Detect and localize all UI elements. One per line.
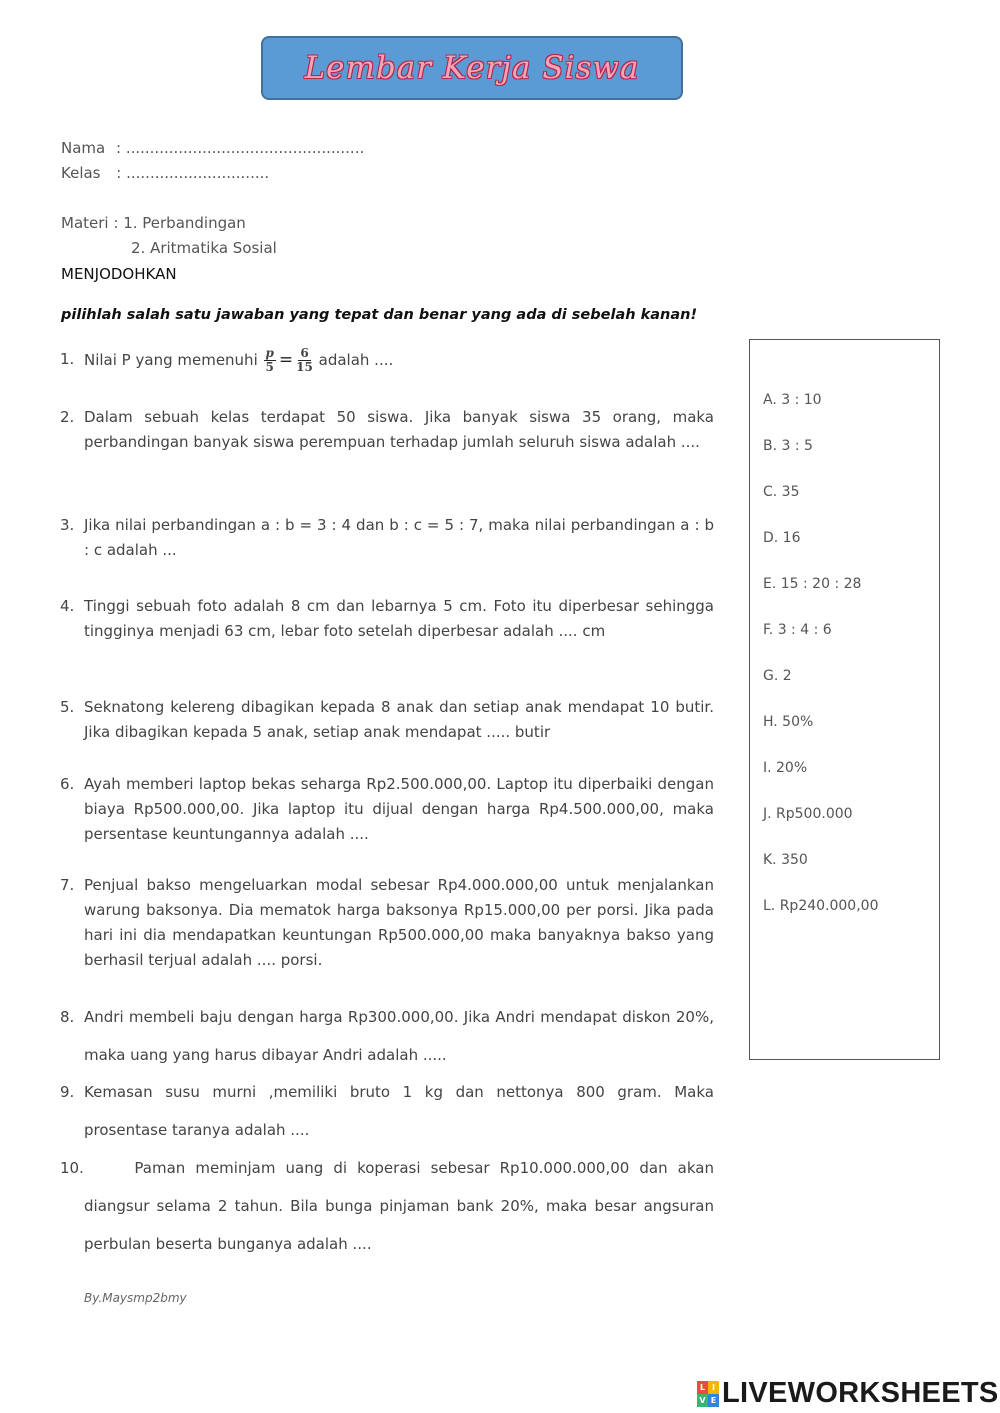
question-2 <box>60 405 714 455</box>
question-text: Ayah memberi laptop bekas seharga Rp2.500.000,00. Laptop itu diperbaiki dengan biaya Rp500.000,00. Jika laptop itu dijual dengan harga Rp4.500.000,00, maka persentase keuntungannya adalah .... <box>84 775 714 843</box>
answer-option-e: E. 15 : 20 : 28 <box>763 576 862 592</box>
answer-option-g: G. 2 <box>763 668 792 684</box>
question-number: 10. <box>60 1159 84 1177</box>
question-text: Jika nilai perbandingan a : b = 3 : 4 dan b : c = 5 : 7, maka nilai perbandingan a : b : c adalah ... <box>84 516 714 559</box>
question-text: Kemasan susu murni ,memiliki bruto 1 kg dan nettonya 800 gram. Maka prosentase taranya adalah .... <box>84 1083 714 1139</box>
question-1 <box>60 347 714 374</box>
answer-option-a: A. 3 : 10 <box>763 392 822 408</box>
nama-value: : .................................................. <box>116 139 365 157</box>
question-text: Dalam sebuah kelas terdapat 50 siswa. Jika banyak siswa 35 orang, maka perbandingan banyak siswa perempuan terhadap jumlah seluruh siswa adalah .... <box>84 408 714 451</box>
kelas-label: Kelas <box>61 164 101 182</box>
question-9 <box>60 1073 714 1149</box>
question-7 <box>60 873 714 973</box>
logo-letter: E <box>708 1394 719 1407</box>
question-text: Tinggi sebuah foto adalah 8 cm dan lebarnya 5 cm. Foto itu diperbesar sehingga tingginya menjadi 63 cm, lebar foto setelah diperbesar adalah .... cm <box>84 597 714 640</box>
question-number: 3. <box>60 516 75 534</box>
answer-option-c: C. 35 <box>763 484 800 500</box>
equals-sign: = <box>278 350 294 370</box>
section-heading: MENJODOHKAN <box>61 265 177 283</box>
question-4 <box>60 594 714 644</box>
fraction-p-over-5: $\frac{p}{5}$ <box>265 346 274 374</box>
question-number: 1. <box>60 350 75 368</box>
question-8 <box>60 998 714 1074</box>
answer-option-l: L. Rp240.000,00 <box>763 898 879 914</box>
answer-option-i: I. 20% <box>763 760 808 776</box>
question-text-end: adalah .... <box>318 351 394 369</box>
answer-option-h: H. 50% <box>763 714 814 730</box>
logo-letter: L <box>697 1381 708 1394</box>
question-number: 6. <box>60 775 75 793</box>
instruction: pilihlah salah satu jawaban yang tepat dan benar yang ada di sebelah kanan! <box>61 307 698 323</box>
answer-option-j: J. Rp500.000 <box>763 806 853 822</box>
question-10 <box>60 1149 719 1263</box>
question-number: 7. <box>60 876 75 894</box>
question-number: 2. <box>60 408 75 426</box>
kelas-line <box>61 163 269 183</box>
title-banner <box>261 36 683 100</box>
nama-line <box>61 138 364 158</box>
question-text: Seknatong kelereng dibagikan kepada 8 anak dan setiap anak mendapat 10 butir. Jika dibagikan kepada 5 anak, setiap anak mendapat ..... butir <box>84 698 714 741</box>
author-credit: By.Maysmp2bmy <box>84 1291 187 1305</box>
logo-letter: V <box>697 1394 708 1407</box>
materi-line <box>61 213 246 233</box>
page-title: Lembar Kerja Siswa <box>304 50 640 86</box>
question-number: 4. <box>60 597 75 615</box>
materi-item-1: 1. Perbandingan <box>123 214 246 232</box>
question-number: 8. <box>60 1008 75 1026</box>
question-text: Andri membeli baju dengan harga Rp300.000,00. Jika Andri mendapat diskon 20%, maka uang yang harus dibayar Andri adalah ..... <box>84 1008 714 1064</box>
question-number: 5. <box>60 698 75 716</box>
logo-letter: I <box>708 1381 719 1394</box>
nama-label: Nama <box>61 139 106 157</box>
question-text: Paman meminjam uang di koperasi sebesar Rp10.000.000,00 dan akan diangsur selama 2 tahun. Bila bunga pinjaman bank 20%, maka besar angsuran perbulan beserta bunganya adalah .... <box>84 1159 719 1253</box>
question-text: Penjual bakso mengeluarkan modal sebesar Rp4.000.000,00 untuk menjalankan warung baksonya. Dia mematok harga baksonya Rp15.000,00 per porsi. Jika pada hari ini dia mendapatkan keuntungan Rp500.000,00 maka banyaknya bakso yang berhasil terjual adalah .... porsi. <box>84 876 714 969</box>
answer-option-b: B. 3 : 5 <box>763 438 813 454</box>
kelas-value: : .............................. <box>116 164 270 182</box>
answer-option-k: K. 350 <box>763 852 808 868</box>
question-5 <box>60 695 714 745</box>
liveworksheets-logo[interactable] <box>697 1377 999 1410</box>
fraction-6-over-15: $\frac{6}{15}$ <box>296 346 313 374</box>
materi-item-2: 2. Aritmatika Sosial <box>131 239 277 257</box>
question-text: Nilai P yang memenuhi <box>84 351 258 369</box>
answer-option-f: F. 3 : 4 : 6 <box>763 622 832 638</box>
answer-option-d: D. 16 <box>763 530 801 546</box>
materi-label: Materi : <box>61 214 119 232</box>
question-number: 9. <box>60 1083 75 1101</box>
logo-text: LIVEWORKSHEETS <box>722 1377 999 1409</box>
question-3 <box>60 513 714 563</box>
question-6 <box>60 772 714 847</box>
liveworksheets-logo-icon <box>697 1381 719 1407</box>
